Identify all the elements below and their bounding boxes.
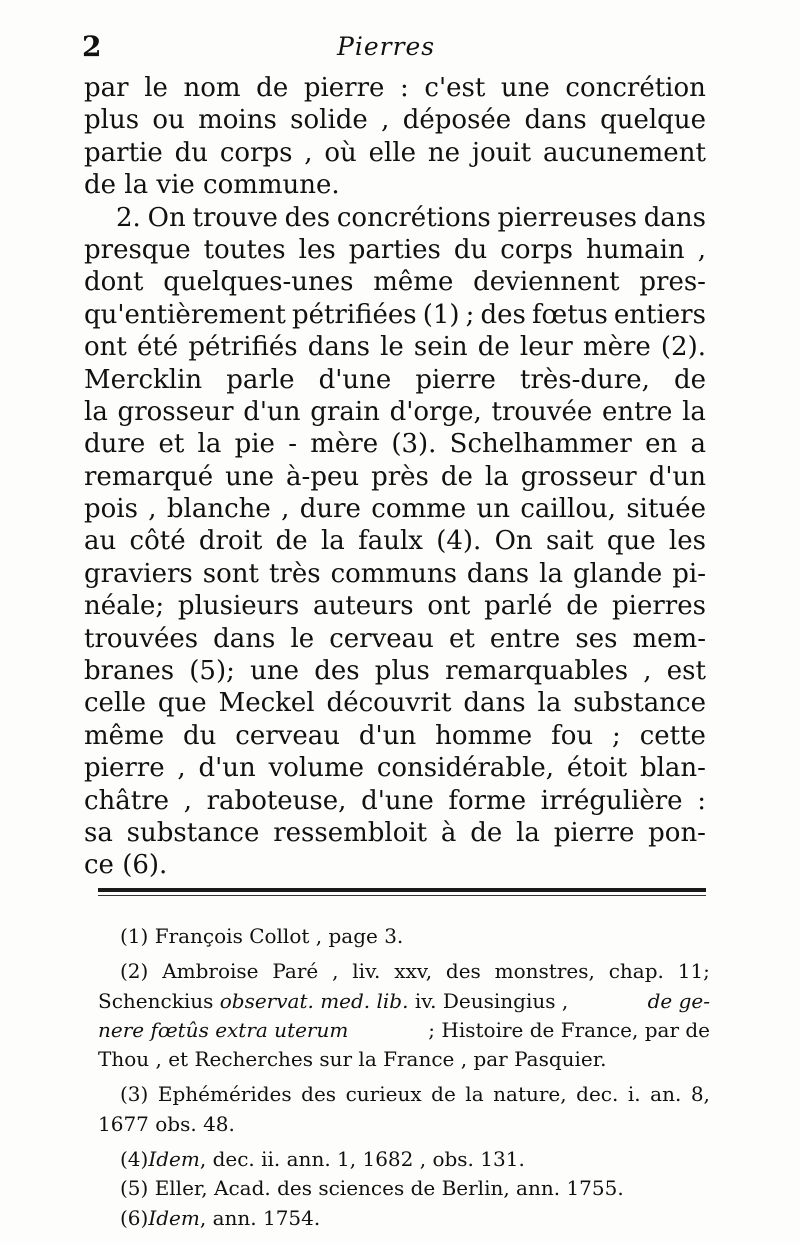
text-line <box>84 72 706 104</box>
word: des <box>284 202 331 233</box>
word: de <box>477 332 510 363</box>
word: trouvées <box>84 623 199 654</box>
word: (2). <box>660 332 706 363</box>
word: homme <box>435 720 533 751</box>
word: (3). <box>391 429 437 460</box>
word: située <box>626 494 706 525</box>
word: branes <box>84 656 175 687</box>
word: du <box>453 234 488 265</box>
word: Schelhammer <box>449 429 632 460</box>
word: une <box>225 461 275 492</box>
word: mère <box>582 332 651 363</box>
text-line <box>84 299 706 331</box>
word: d'orge, <box>389 396 482 427</box>
word: des <box>301 1082 337 1107</box>
word: de <box>566 591 599 622</box>
word: dure <box>299 494 361 525</box>
word: été <box>136 332 179 363</box>
footnote-rule <box>98 888 706 892</box>
text-line <box>84 817 706 849</box>
word: nom <box>183 73 241 103</box>
word: à-peu <box>286 461 360 492</box>
word: presque <box>84 234 191 265</box>
word: moins <box>198 105 277 136</box>
word: découvrit <box>326 688 452 719</box>
word: la <box>84 396 108 427</box>
footnote-5: (5) Eller, Acad. des sciences de Berlin, ann. 1755. <box>120 1176 624 1201</box>
word: (5); <box>189 656 235 687</box>
word: On <box>494 526 533 557</box>
word: de <box>275 526 308 557</box>
word: aucunement <box>542 137 706 168</box>
word: cette <box>639 720 706 751</box>
footnote-2-line: Thou , et Recherches sur la France , par Pasquier. <box>98 1047 607 1072</box>
text-line <box>84 364 706 396</box>
word: pierres <box>612 591 706 622</box>
word: à <box>440 817 457 848</box>
word: grain <box>310 396 380 427</box>
word: volume <box>268 753 365 784</box>
footnote-2-line <box>98 1016 710 1045</box>
word: ont <box>427 591 471 622</box>
word: de <box>256 73 289 103</box>
word: d'une <box>318 364 392 395</box>
fn-italic-text: Idem <box>148 1205 200 1230</box>
word: remarqué <box>84 461 214 492</box>
word: des <box>480 299 526 330</box>
main-text <box>84 72 706 882</box>
word: corps <box>500 234 573 265</box>
word: le <box>144 73 168 103</box>
word: de <box>673 364 706 395</box>
word: dans <box>643 202 706 233</box>
word: Ephémérides <box>157 1082 292 1107</box>
word: a <box>690 429 706 460</box>
word: , <box>381 105 390 136</box>
text-line <box>84 590 706 622</box>
word: entiers <box>613 299 706 330</box>
word: pi- <box>672 558 706 589</box>
word: partie <box>84 137 163 168</box>
word: très-dure, <box>520 364 650 395</box>
text-line <box>84 623 706 655</box>
text-line <box>84 687 706 719</box>
word: pétrifiés <box>188 332 298 363</box>
text-line <box>84 752 706 784</box>
word: parlé <box>484 591 553 622</box>
word: , <box>148 494 157 525</box>
word: Paré <box>272 959 319 984</box>
word: cerveau <box>329 623 434 654</box>
text-line: ce (6). <box>84 850 168 881</box>
word: solide <box>290 105 368 136</box>
word: , <box>332 959 339 984</box>
word: dont <box>84 267 144 298</box>
word: plusieurs <box>177 591 300 622</box>
word: - <box>288 429 297 460</box>
text-line <box>84 655 706 687</box>
word: irrégulière <box>540 785 683 816</box>
word: grosseur <box>117 396 234 427</box>
word: de <box>440 461 473 492</box>
text-line <box>84 525 706 557</box>
word: châtre <box>84 785 170 816</box>
word: la <box>320 526 345 557</box>
word: d'une <box>361 785 434 816</box>
footnotes <box>98 922 710 1233</box>
word: dure <box>84 429 146 460</box>
word: la <box>484 461 509 492</box>
fn-italic-text: observat. med. lib. <box>219 988 409 1013</box>
footnote-2-line <box>98 987 710 1016</box>
word: pierreuses <box>497 202 637 233</box>
fn-text: ; Histoire de France, par de <box>428 1017 710 1042</box>
word: comme <box>371 494 467 525</box>
footnote-2-line <box>98 957 710 986</box>
word: , <box>697 234 706 265</box>
word: raboteuse, <box>206 785 347 816</box>
word: la <box>537 688 562 719</box>
word: , <box>183 785 192 816</box>
word: parle <box>226 364 295 395</box>
word: fou <box>551 720 594 751</box>
word: des <box>314 656 360 687</box>
word: glande <box>572 558 663 589</box>
word: mem- <box>632 623 706 654</box>
text-line <box>84 720 706 752</box>
fn-text: (6) <box>120 1205 149 1230</box>
text-line <box>84 331 706 363</box>
word: monstres, <box>494 959 595 984</box>
word: leur <box>519 332 573 363</box>
text-line: de la vie commune. <box>84 170 340 201</box>
word: dans <box>307 332 370 363</box>
text-line <box>84 104 706 136</box>
text-line <box>84 266 706 298</box>
word: dec. <box>576 1082 619 1107</box>
word: liv. <box>352 959 381 984</box>
word: toutes <box>203 234 286 265</box>
word: xxv, <box>394 959 433 984</box>
word: même <box>84 720 165 751</box>
word: Ambroise <box>162 959 259 984</box>
word: trouve <box>192 202 278 233</box>
fn-text: iv. Deusingius , <box>408 988 569 1013</box>
footnote-6 <box>98 1204 710 1233</box>
word: est <box>666 656 706 687</box>
footnote-3-line: 1677 obs. 48. <box>98 1111 235 1136</box>
word: 2. <box>116 202 141 233</box>
word: concrétions <box>336 202 491 233</box>
word: une <box>250 656 299 687</box>
word: fœtus <box>531 299 608 330</box>
word: les <box>668 526 706 557</box>
word: ou <box>152 105 185 136</box>
fn-text: , dec. ii. ann. 1, 1682 , obs. 131. <box>199 1147 525 1172</box>
word: trouvée <box>491 396 593 427</box>
text-line <box>84 785 706 817</box>
word: elle <box>368 137 417 168</box>
word: déposée <box>402 105 512 136</box>
word: , <box>281 494 290 525</box>
word: la <box>197 429 222 460</box>
text-line <box>84 493 706 525</box>
word: pierre <box>84 753 165 784</box>
word: d'un <box>198 753 256 784</box>
word: 8, <box>690 1082 710 1107</box>
word: grosseur <box>520 461 637 492</box>
fn-text: (4) <box>120 1147 149 1172</box>
word: an. <box>650 1082 682 1107</box>
fn-text: , ann. 1754. <box>199 1205 321 1230</box>
word: pois <box>84 494 138 525</box>
word: le <box>380 332 404 363</box>
word: chap. <box>608 959 664 984</box>
word: des <box>445 959 481 984</box>
word: caillou, <box>520 494 617 525</box>
running-head: Pierres <box>337 32 436 61</box>
page-number: 2 <box>82 30 102 63</box>
word: plus <box>374 656 430 687</box>
word: sont <box>202 558 259 589</box>
word: néale; <box>84 591 165 622</box>
word: c'est <box>424 73 486 103</box>
word: que <box>157 688 207 719</box>
word: curieux <box>345 1082 422 1107</box>
word: auteurs <box>313 591 414 622</box>
word: la <box>516 817 540 848</box>
word: quelque <box>600 105 706 136</box>
word: cerveau <box>235 720 340 751</box>
word: la <box>465 1082 484 1107</box>
word: même <box>373 267 454 298</box>
word: forme <box>448 785 527 816</box>
word: côté <box>129 526 186 557</box>
word: entre <box>489 623 561 654</box>
word: faulx <box>358 526 423 557</box>
word: de <box>470 817 503 848</box>
word: quelques-unes <box>163 267 354 298</box>
text-line <box>84 234 706 266</box>
word: d'un <box>243 396 301 427</box>
word: le <box>290 623 315 654</box>
word: d'un <box>648 461 706 492</box>
word: Meckel <box>218 688 315 719</box>
word: la <box>682 396 706 427</box>
word: i. <box>627 1082 641 1107</box>
text-line <box>84 137 706 169</box>
word: , <box>304 137 313 168</box>
word: pierre <box>303 73 385 103</box>
word: la <box>539 558 563 589</box>
word: pie <box>234 429 275 460</box>
word: près <box>371 461 429 492</box>
word: pres- <box>639 267 706 298</box>
word: que <box>606 526 656 557</box>
word: dans <box>466 558 530 589</box>
word: d'un <box>358 720 417 751</box>
word: mère <box>310 429 379 460</box>
word: jouit <box>471 137 532 168</box>
word: blan- <box>639 753 706 784</box>
word: ses <box>575 623 618 654</box>
word: sait <box>545 526 594 557</box>
page-header <box>82 30 702 70</box>
word: deviennent <box>473 267 620 298</box>
word: pierre <box>415 364 496 395</box>
word: : <box>697 785 706 816</box>
word: étoit <box>566 753 628 784</box>
word: ont <box>84 332 127 363</box>
word: (4). <box>436 526 482 557</box>
word: remarquables <box>445 656 629 687</box>
word: communs <box>330 558 457 589</box>
word: nature, <box>493 1082 567 1107</box>
word: du <box>183 720 217 751</box>
word: par <box>84 73 129 103</box>
word: humain <box>585 234 685 265</box>
word: blanche <box>166 494 271 525</box>
word: graviers <box>84 558 193 589</box>
word: qu'entièrement <box>84 299 286 330</box>
word: du <box>174 137 208 168</box>
word: pétrifiées <box>291 299 417 330</box>
word: un <box>476 494 511 525</box>
word: (1) <box>422 299 460 330</box>
word: droit <box>198 526 263 557</box>
word: concrétion <box>565 73 706 103</box>
word: en <box>645 429 678 460</box>
word: Mercklin <box>84 364 203 395</box>
text-line <box>84 558 706 590</box>
footnote-3-line <box>98 1080 710 1109</box>
word: pon- <box>648 817 706 848</box>
footnote-1: (1) François Collot , page 3. <box>120 924 404 948</box>
word: sa <box>84 817 113 848</box>
word: (2) <box>120 959 149 984</box>
word: dans <box>524 105 587 136</box>
word: On <box>147 202 186 233</box>
word: et <box>158 429 185 460</box>
word: , <box>643 656 652 687</box>
word: ; <box>465 299 475 330</box>
word: , <box>177 753 186 784</box>
word: très <box>268 558 321 589</box>
fn-italic-text: Idem <box>148 1147 200 1172</box>
text-line <box>84 461 706 493</box>
fn-text: Schenckius <box>98 988 220 1013</box>
word: les <box>298 234 336 265</box>
word: ne <box>427 137 461 168</box>
word: ressembloit <box>273 817 428 848</box>
word: dans <box>213 623 276 654</box>
word: substance <box>126 817 260 848</box>
fn-italic-text: de ge- <box>647 988 710 1013</box>
word: où <box>324 137 357 168</box>
word: de <box>431 1082 456 1107</box>
word: 11; <box>677 959 710 984</box>
word: celle <box>84 688 146 719</box>
word: substance <box>573 688 706 719</box>
word: entre <box>601 396 673 427</box>
fn-italic-text: nere fœtûs extra uterum <box>98 1017 349 1042</box>
word: parties <box>348 234 441 265</box>
word: sein <box>413 332 468 363</box>
word: une <box>500 73 550 103</box>
word: au <box>84 526 117 557</box>
word: considérable, <box>376 753 555 784</box>
footnote-rule-thin <box>98 895 706 896</box>
text-line <box>84 396 706 428</box>
word: plus <box>84 105 140 136</box>
word: : <box>400 73 409 103</box>
word: dans <box>463 688 526 719</box>
word: pierre <box>553 817 635 848</box>
footnote-4 <box>98 1145 710 1174</box>
word: et <box>448 623 475 654</box>
word: corps <box>219 137 293 168</box>
text-line <box>84 202 706 234</box>
word: ; <box>612 720 621 751</box>
word: (3) <box>120 1082 149 1107</box>
text-line <box>84 428 706 460</box>
